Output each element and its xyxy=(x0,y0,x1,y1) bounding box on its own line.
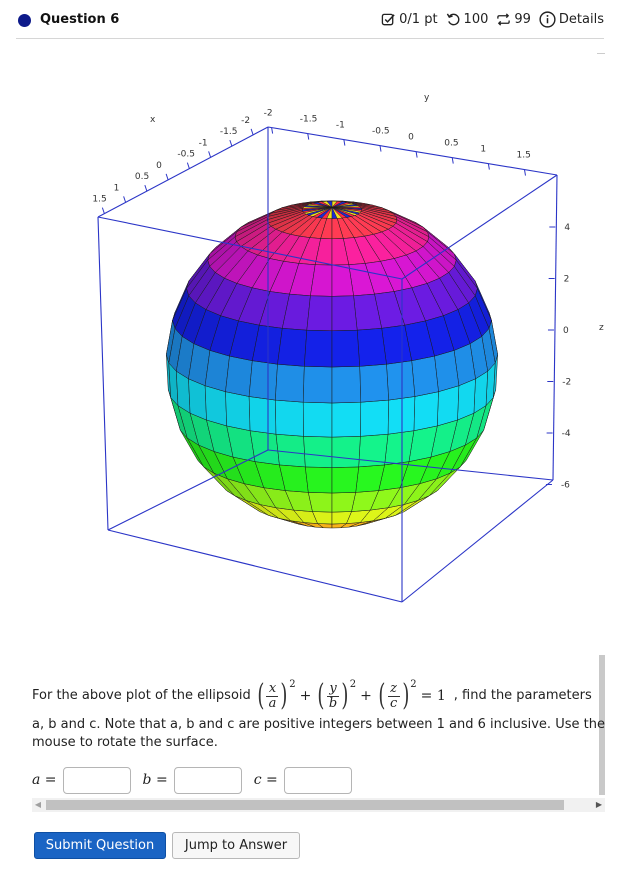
surface-patch xyxy=(303,366,332,403)
surface-patch xyxy=(332,296,357,331)
c-input[interactable] xyxy=(284,767,352,794)
x-tick-label: 0 xyxy=(156,160,162,171)
details-label: Details xyxy=(558,12,604,27)
details-link[interactable] xyxy=(539,11,604,28)
y-axis-name: y xyxy=(424,93,430,103)
surface-patch xyxy=(305,467,332,493)
question-intro: For the above plot of the ellipsoid xyxy=(32,688,251,703)
surface-patch xyxy=(360,364,389,402)
c-label: c = xyxy=(253,772,278,788)
x-tick xyxy=(145,185,147,191)
x-tick-label: 1 xyxy=(113,183,120,194)
x-tick xyxy=(251,129,253,135)
x-tick-label: -1 xyxy=(198,138,208,149)
score-group xyxy=(381,12,437,27)
ellipsoid-surface xyxy=(166,201,497,528)
y-tick xyxy=(452,158,453,164)
y-tick xyxy=(308,134,309,140)
repeat-icon xyxy=(496,12,511,27)
y-tick xyxy=(380,146,381,152)
surface-patch xyxy=(385,431,414,465)
z-tick-label: 2 xyxy=(563,274,570,285)
b-label: b = xyxy=(142,772,168,788)
surface-patch xyxy=(332,330,360,367)
surface-patch xyxy=(278,328,307,366)
y-tick-label: -1 xyxy=(335,120,345,131)
surface-patch xyxy=(412,356,439,396)
box-edge xyxy=(98,217,108,530)
z-tick-label: -2 xyxy=(562,377,572,388)
y-tick-label: -0.5 xyxy=(371,126,390,137)
surface-patch xyxy=(332,467,359,493)
surface-patch xyxy=(332,436,360,467)
horizontal-scrollbar[interactable] xyxy=(32,798,605,812)
b-input[interactable] xyxy=(174,767,242,794)
x-tick xyxy=(124,196,126,202)
x-tick-label: 0.5 xyxy=(134,172,150,183)
retries-count: 100 xyxy=(463,12,489,27)
submit-question-button[interactable]: Submit Question xyxy=(34,832,166,859)
x-tick xyxy=(166,174,168,180)
x-axis-name: x xyxy=(150,115,156,125)
surface-patch xyxy=(387,361,415,400)
ellipsoid-plot[interactable] xyxy=(0,60,623,640)
y-tick-label: 0 xyxy=(408,132,414,143)
question-after-eq: , find the parameters xyxy=(453,688,592,703)
surface-patch xyxy=(275,364,304,402)
info-icon xyxy=(539,11,556,28)
z-tick-label: 4 xyxy=(564,223,571,233)
y-tick xyxy=(488,164,489,170)
surface-patch xyxy=(360,400,388,436)
z-axis-name: z xyxy=(599,323,604,333)
surface-patch xyxy=(275,400,303,436)
surface-patch xyxy=(414,392,439,431)
surface-patch xyxy=(304,330,332,367)
a-label: a = xyxy=(32,772,57,788)
surface-patch xyxy=(276,434,305,467)
z-tick-label: -6 xyxy=(560,480,570,491)
jump-to-answer-button[interactable]: Jump to Answer xyxy=(172,832,300,859)
question-line-3: mouse to rotate the surface. xyxy=(32,735,218,750)
question-text xyxy=(32,676,607,752)
undo-icon xyxy=(446,12,461,27)
x-tick-label: -2 xyxy=(241,115,251,126)
surface-patch xyxy=(249,397,276,435)
surface-patch xyxy=(308,492,332,512)
y-tick-label: 1 xyxy=(480,144,487,155)
plot-canvas[interactable] xyxy=(0,60,623,640)
surface-patch xyxy=(307,296,332,331)
question-line-2: a, b and c. Note that a, b and c are positive integers between 1 and 6 inclusive. Use the xyxy=(32,717,605,732)
surface-patch xyxy=(226,392,251,431)
surface-patch xyxy=(250,431,279,465)
x-tick xyxy=(209,151,211,157)
question-header xyxy=(16,4,604,39)
surface-patch xyxy=(205,386,227,426)
versions-count: 99 xyxy=(514,12,531,27)
x-tick xyxy=(230,140,232,146)
x-tick-label: -1.5 xyxy=(219,127,238,138)
y-tick-label: 1.5 xyxy=(516,150,531,161)
box-edge xyxy=(98,127,268,217)
scroll-right-icon[interactable]: ▶ xyxy=(595,800,603,809)
y-tick xyxy=(344,140,345,146)
question-title: Question 6 xyxy=(40,12,120,27)
x-tick-label: 1.5 xyxy=(92,194,107,205)
question-status-dot xyxy=(18,14,31,27)
y-tick-label: 0.5 xyxy=(444,138,459,149)
box-edge xyxy=(108,530,402,602)
retries-group xyxy=(446,12,489,27)
surface-patch xyxy=(226,356,253,396)
scroll-left-icon[interactable]: ◀ xyxy=(34,800,42,809)
scrollbar-thumb[interactable] xyxy=(46,800,564,810)
y-tick xyxy=(272,128,273,134)
surface-patch xyxy=(357,328,386,366)
surface-patch xyxy=(304,436,332,467)
z-tick-label: -4 xyxy=(561,429,571,439)
x-tick xyxy=(102,208,104,214)
z-tick-label: 0 xyxy=(562,326,569,336)
y-tick xyxy=(416,152,417,158)
answer-row xyxy=(32,764,356,796)
question-meta xyxy=(377,11,604,28)
surface-patch xyxy=(303,402,332,437)
surface-patch xyxy=(332,402,361,437)
box-edge xyxy=(553,175,557,480)
y-tick-label: -2 xyxy=(263,108,273,119)
ellipsoid-equation: ( $\frac{x}{a}$ ) 2 + ( $\frac{y}{b}$ ) 2 + ( $\frac{z}{c}$ ) 2 = 1 xyxy=(257,678,446,713)
surface-patch xyxy=(437,386,459,426)
versions-group xyxy=(496,12,531,27)
y-tick-label: -1.5 xyxy=(299,114,318,125)
x-tick xyxy=(187,163,189,169)
box-edge xyxy=(402,175,557,279)
surface-patch xyxy=(332,366,361,403)
surface-patch xyxy=(249,361,277,400)
divider xyxy=(597,53,605,54)
x-tick-label: -0.5 xyxy=(177,149,195,160)
y-tick xyxy=(524,170,525,176)
checkbox-icon xyxy=(381,12,396,27)
score-text: 0/1 pt xyxy=(399,12,438,27)
surface-patch xyxy=(332,492,356,512)
a-input[interactable] xyxy=(63,767,131,794)
